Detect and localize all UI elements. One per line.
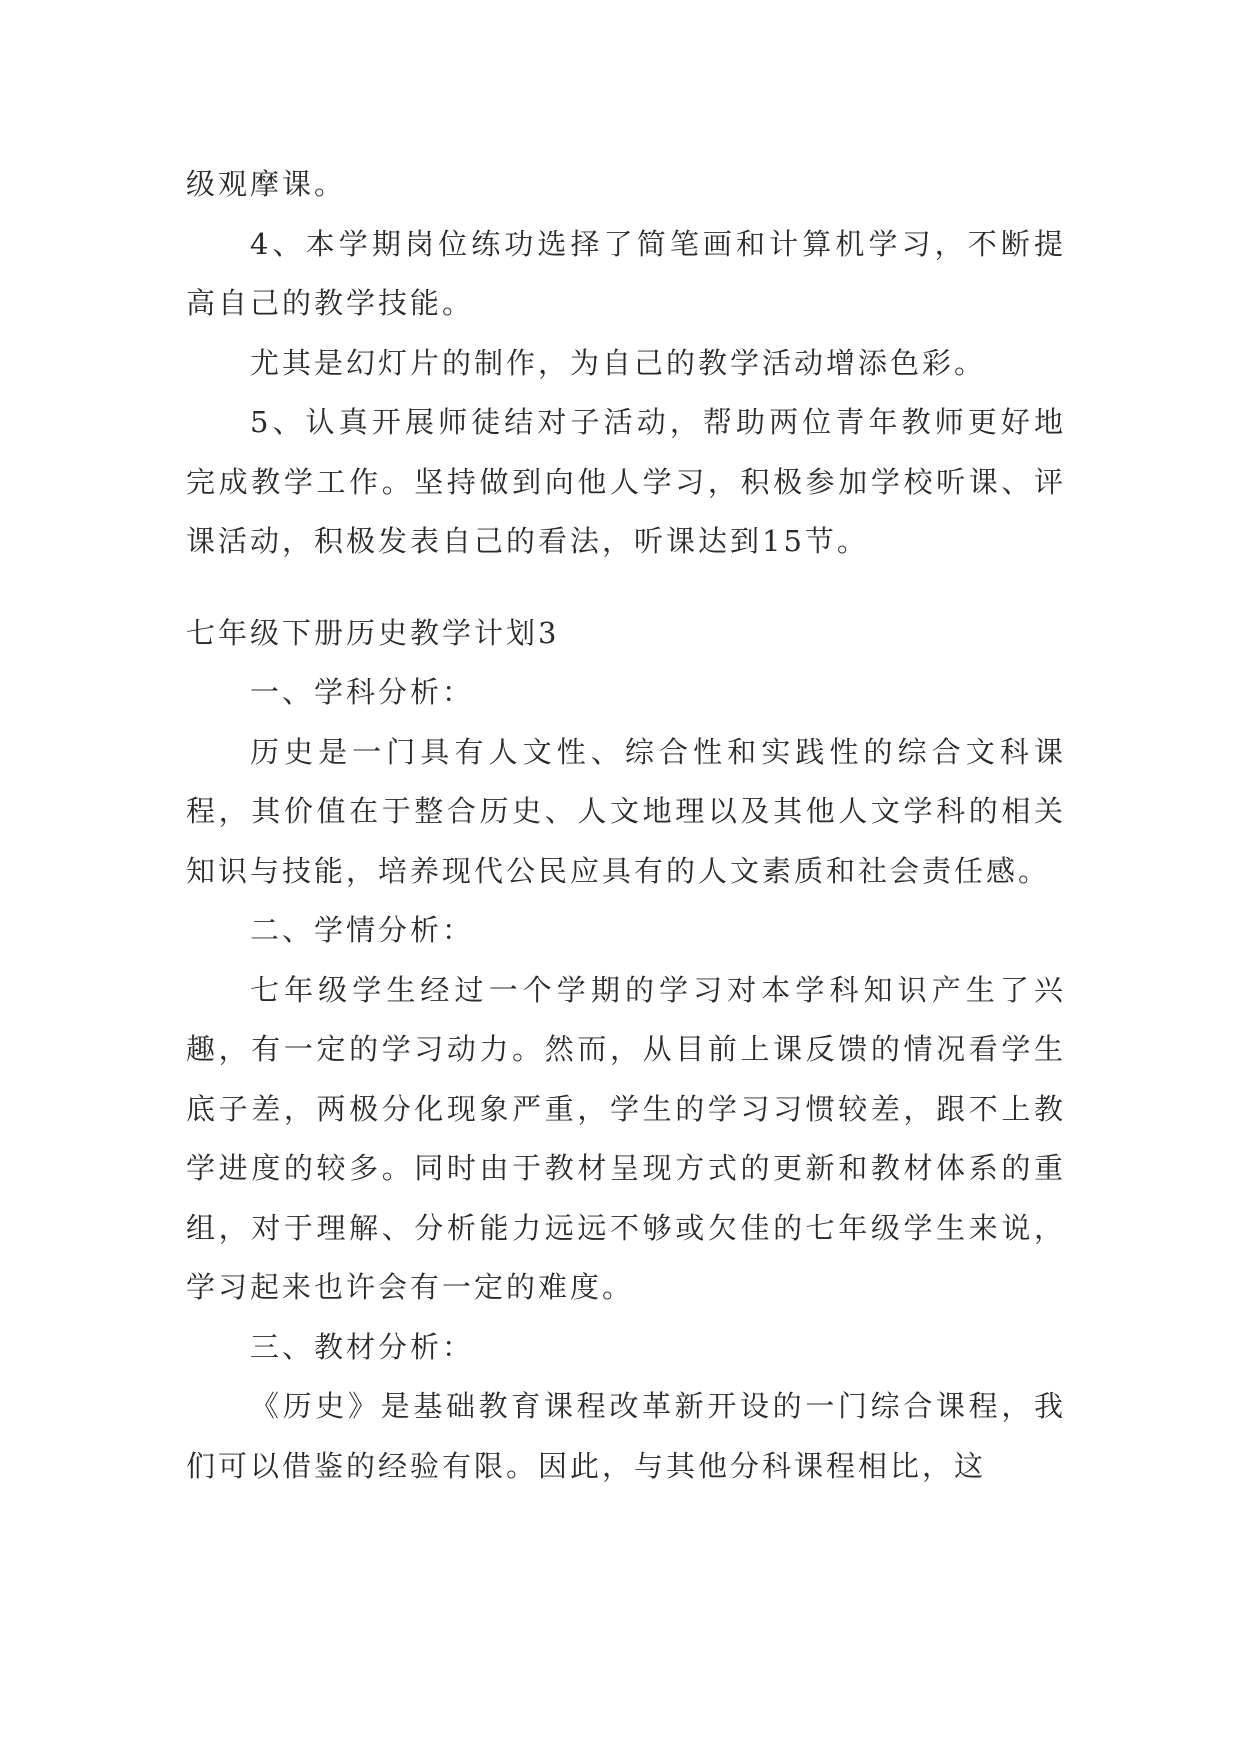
subheading-textbook-analysis: 三、教材分析： [250,1329,475,1364]
subheading-student-analysis: 二、学情分析： [250,913,475,947]
document-body [186,155,1066,1496]
paragraph: 历史是一门具有人文性、综合性和实践性的综合文科课程，其价值在于整合历史、人文地理以及其他人文学科的相关知识与技能，培养现代公民应具有的人文素质和社会责任感。 [186,734,1066,888]
paragraph: 尤其是幻灯片的制作，为自己的教学活动增添色彩。 [250,345,987,380]
paragraph: 5、认真开展师徒结对子活动，帮助两位青年教师更好地完成教学工作。坚持做到向他人学习，积极参加学校听课、评课活动，积极发表自己的看法，听课达到15节。 [186,405,1066,558]
paragraph: 4、本学期岗位练功选择了简笔画和计算机学习，不断提高自己的教学技能。 [186,226,1066,320]
paragraph: 《历史》是基础教育课程改革新开设的一门综合课程，我们可以借鉴的经验有限。因此，与其他分科课程相比，这 [186,1389,1066,1483]
section-title: 七年级下册历史教学计划3 [186,615,560,650]
paragraph: 七年级学生经过一个学期的学习对本学科知识产生了兴趣，有一定的学习动力。然而，从目前上课反馈的情况看学生底子差，两极分化现象严重，学生的学习习惯较差，跟不上教学进度的较多。同时由于教材呈现方式的更新和教材体系的重组，对于理解、分析能力远远不够或欠佳的七年级学生来说，学习起来也许会有一定的难度。 [186,972,1066,1304]
subheading-subject-analysis: 一、学科分析： [250,675,475,709]
paragraph: 级观摩课。 [186,167,347,201]
